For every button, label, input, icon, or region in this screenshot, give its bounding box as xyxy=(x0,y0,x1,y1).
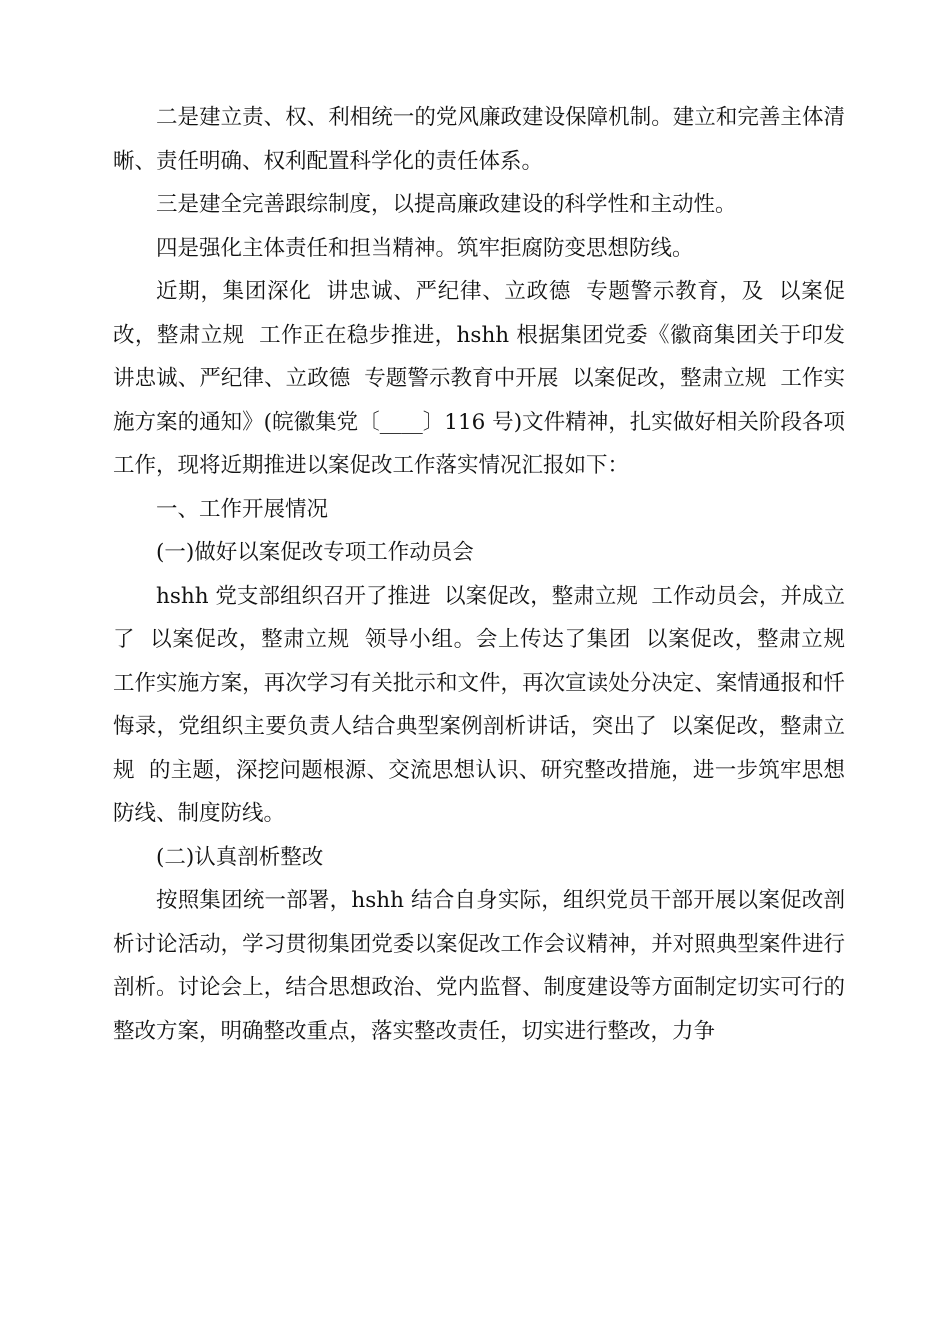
paragraph-analysis-rectification: 按照集团统一部署，hshh 结合自身实际，组织党员干部开展以案促改剖析讨论活动，学习贯彻集团党委以案促改工作会议精神，并对照典型案件进行剖析。讨论会上，结合思想政治、党内监督、制度建设等方面制定切实可行的整改方案，明确整改重点，落实整改责任，切实进行整改，力争 xyxy=(113,888,845,1044)
paragraph-main-responsibility: 四是强化主体责任和担当精神。筑牢拒腐防变思想防线。 xyxy=(156,235,694,261)
subheading-mobilization-meeting: (一)做好以案促改专项工作动员会 xyxy=(156,540,474,565)
paragraph-mobilization-meeting: hshh 党支部组织召开了推进 以案促改，整肃立规 工作动员会，并成立了 以案促改，整肃立规 领导小组。会上传达了集团 以案促改，整肃立规 工作实施方案，再次学习有关批示和文件，再次宣读处分决定、案情通报和忏悔录，党组织主要负责人结合典型案例剖析讲话，突出了 以案促改，整肃立规 的主题，深挖问题根源、交流思想认识、研究整改措施，进一步筑牢思想防线、制度防线。 xyxy=(113,583,859,826)
paragraph-guarantee-mechanism: 二是建立责、权、利相统一的党风廉政建设保障机制。建立和完善主体清晰、责任明确、权利配置科学化的责任体系。 xyxy=(113,105,845,174)
paragraph-recent-work: 近期，集团深化 讲忠诚、严纪律、立政德 专题警示教育，及 以案促改，整肃立规 工作正在稳步推进，hshh 根据集团党委《徽商集团关于印发 讲忠诚、严纪律、立政德 专题警示教育中开展 以案促改，整肃立规 工作实施方案的通知》(皖徽集党〔____〕116 号)文件精神，扎实做好相关阶段各项工作，现将近期推进以案促改工作落实情况汇报如下： xyxy=(113,279,859,478)
document-body xyxy=(113,96,859,1053)
paragraph-tracking-system: 三是建全完善跟综制度，以提高廉政建设的科学性和主动性。 xyxy=(156,192,737,217)
heading-work-status: 一、工作开展情况 xyxy=(156,496,329,522)
subheading-analysis-rectification: (二)认真剖析整改 xyxy=(156,844,324,870)
